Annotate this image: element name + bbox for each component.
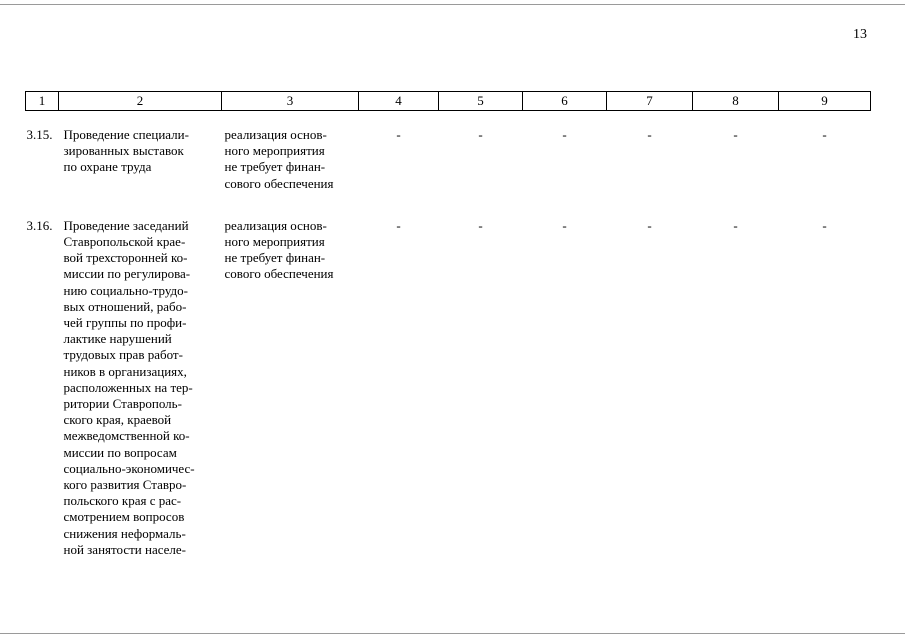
measure-name-line: чей группы по профи- [63, 315, 187, 331]
page-number: 13 [853, 27, 867, 42]
column-header-9: 9 [779, 92, 871, 111]
funding-note-line: сового обеспечения [224, 266, 334, 282]
measure-name-line: межведомственной ко- [63, 428, 190, 444]
program-table [25, 91, 871, 558]
row-number: 3.16. [26, 217, 53, 233]
measure-name-line: трудовых прав работ- [63, 347, 183, 363]
column-header-7: 7 [607, 92, 693, 111]
table-row [26, 111, 871, 192]
value-cell: - [396, 127, 401, 142]
measure-name-line: польского края с рас- [63, 493, 182, 509]
value-cell: - [396, 217, 401, 233]
table-row [26, 218, 871, 558]
value-cell: - [822, 127, 827, 142]
measure-name-line: миссии по вопросам [63, 444, 177, 460]
funding-note-line: не требует финан- [224, 250, 326, 266]
measure-name [59, 218, 222, 558]
column-header-4: 4 [359, 92, 439, 111]
column-header-6: 6 [523, 92, 607, 111]
measure-name-line: расположенных на тер- [63, 379, 193, 395]
measure-name-line: нию социально-трудо- [63, 282, 188, 298]
measure-name-line: зированных выставок [63, 143, 184, 159]
measure-name-line: ского края, краевой [63, 412, 172, 428]
column-header-2: 2 [59, 92, 222, 111]
measure-name-line: снижения неформаль- [63, 525, 186, 541]
funding-note-line: ного мероприятия [224, 234, 325, 250]
column-header-8: 8 [693, 92, 779, 111]
row-spacer [26, 192, 871, 218]
value-cell: - [478, 127, 483, 142]
column-header-1: 1 [26, 92, 59, 111]
value-cell: - [647, 217, 652, 233]
funding-note-line: не требует финан- [224, 159, 326, 175]
measure-name-line: ной занятости населе- [63, 541, 187, 557]
column-header-3: 3 [222, 92, 359, 111]
measure-name-line: социально-экономичес- [63, 460, 195, 476]
measure-name-line: Проведение заседаний [63, 217, 189, 233]
column-number-row [26, 92, 871, 111]
measure-name-line: ников в организациях, [63, 363, 187, 379]
measure-name-line: вых отношений, рабо- [63, 298, 187, 314]
column-header-5: 5 [439, 92, 523, 111]
value-cell: - [733, 127, 738, 142]
measure-name-line: кого развития Ставро- [63, 477, 187, 493]
funding-note-line: ного мероприятия [224, 143, 325, 159]
funding-note [222, 111, 359, 192]
measure-name-line: лактике нарушений [63, 331, 172, 347]
value-cell: - [562, 127, 567, 142]
funding-note-line: сового обеспечения [224, 175, 334, 191]
measure-name-line: ритории Ставрополь- [63, 396, 182, 412]
funding-note-line: реализация основ- [224, 217, 327, 233]
measure-name-line: миссии по регулирова- [63, 266, 191, 282]
row-number: 3.15. [26, 127, 53, 142]
measure-name-line: Проведение специали- [63, 127, 189, 142]
measure-name-line: Ставропольской крае- [63, 234, 186, 250]
value-cell: - [478, 217, 483, 233]
value-cell: - [647, 127, 652, 142]
funding-note-line: реализация основ- [224, 127, 327, 142]
scan-artifact-bottom [0, 633, 905, 634]
value-cell: - [733, 217, 738, 233]
value-cell: - [562, 217, 567, 233]
scan-artifact-top [0, 4, 905, 5]
measure-name [59, 111, 222, 192]
measure-name-line: по охране труда [63, 159, 152, 175]
measure-name-line: смотрением вопросов [63, 509, 185, 525]
funding-note [222, 218, 359, 558]
measure-name-line: вой трехсторонней ко- [63, 250, 188, 266]
value-cell: - [822, 217, 827, 233]
